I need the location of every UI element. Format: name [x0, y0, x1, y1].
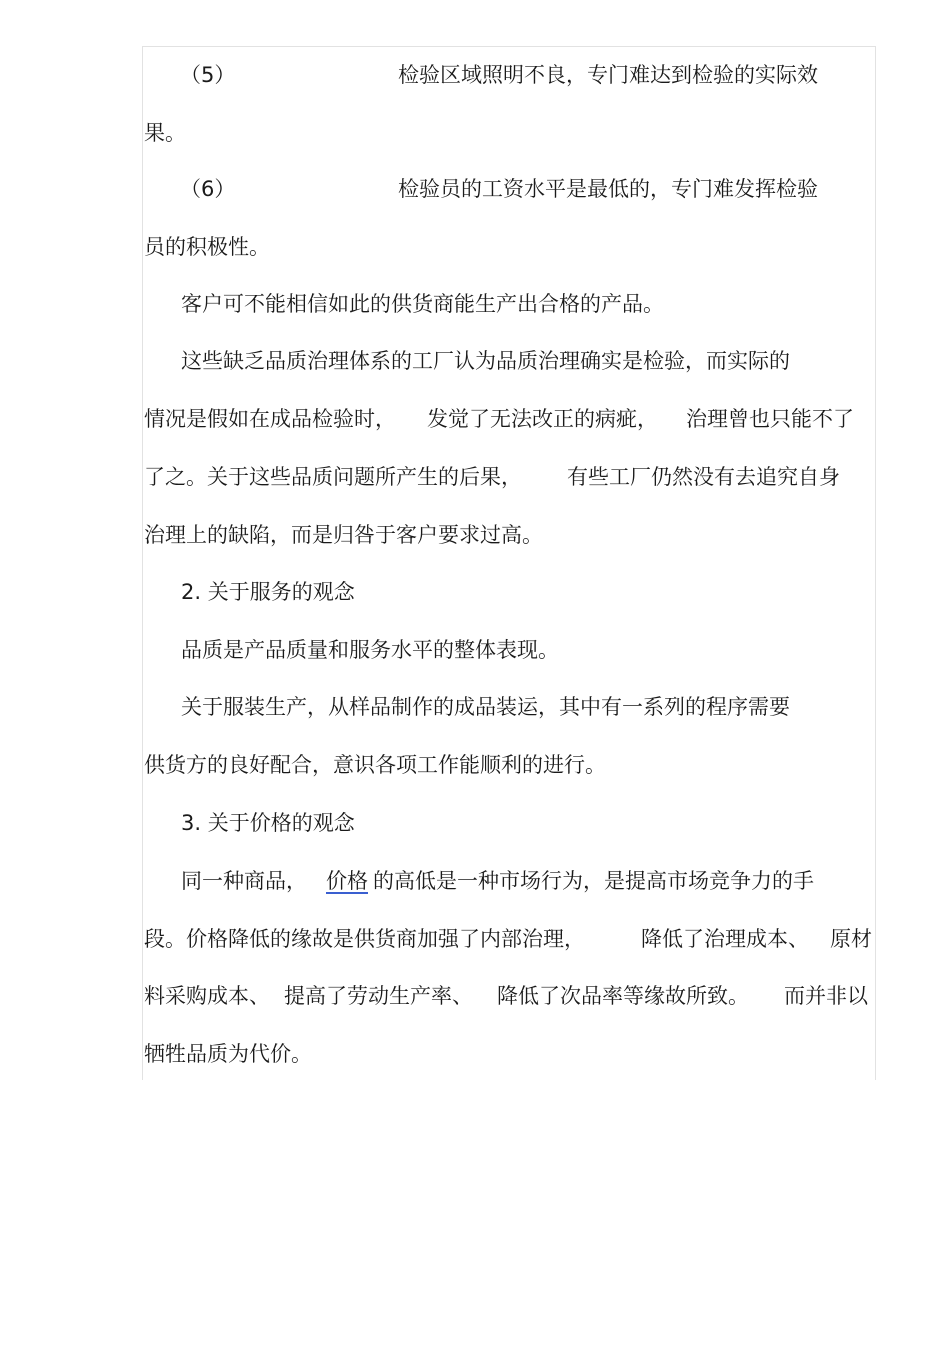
- para-price-line4: 牺牲品质为代价。: [144, 1042, 312, 1066]
- item5-text: 检验区域照明不良，专门难达到检验的实际效: [398, 63, 818, 87]
- para-quality: 品质是产品质量和服务水平的整体表现。: [181, 638, 559, 662]
- item6-line2: 员的积极性。: [144, 235, 270, 259]
- para-price-line3-a: 料采购成本、: [144, 984, 270, 1008]
- para-price-line1-b: 的高低是一种市场行为，是提高市场竞争力的手: [373, 869, 814, 893]
- para-price-line3-c: 降低了次品率等缘故所致。: [497, 984, 749, 1008]
- heading-price: 3. 关于价格的观念: [181, 811, 355, 835]
- para-factories-line1: 这些缺乏品质治理体系的工厂认为品质治理确实是检验，而实际的: [181, 349, 790, 373]
- para-price-line2-c: 原材: [830, 927, 872, 951]
- para-factories-line3-a: 了之。关于这些品质问题所产生的后果，: [144, 465, 522, 489]
- para-customer: 客户可不能相信如此的供货商能生产出合格的产品。: [181, 292, 664, 316]
- para-price-line2-b: 降低了治理成本、: [641, 927, 809, 951]
- item5-line2: 果。: [144, 121, 186, 145]
- item5-number: （5）: [180, 63, 236, 87]
- para-factories-line2-a: 情况是假如在成品检验时，: [144, 407, 396, 431]
- para-price-line3-b: 提高了劳动生产率、: [284, 984, 473, 1008]
- para-clothing-line2: 供货方的良好配合，意识各项工作能顺利的进行。: [144, 753, 606, 777]
- para-price-line2-a: 段。价格降低的缘故是供货商加强了内部治理，: [144, 927, 585, 951]
- para-factories-line3-b: 有些工厂仍然没有去追究自身: [567, 465, 840, 489]
- para-factories-line4: 治理上的缺陷，而是归咎于客户要求过高。: [144, 523, 543, 547]
- para-price-line3-d: 而并非以: [784, 984, 868, 1008]
- para-clothing-line1: 关于服装生产，从样品制作的成品装运，其中有一系列的程序需要: [181, 695, 790, 719]
- heading-service: 2. 关于服务的观念: [181, 580, 355, 604]
- price-link[interactable]: 价格: [326, 869, 368, 893]
- para-factories-line2-c: 治理曾也只能不了: [686, 407, 854, 431]
- para-factories-line2-b: 发觉了无法改正的病疵，: [427, 407, 658, 431]
- item6-number: （6）: [180, 177, 236, 201]
- item6-text: 检验员的工资水平是最低的，专门难发挥检验: [398, 177, 818, 201]
- para-price-line1-a: 同一种商品，: [181, 869, 307, 893]
